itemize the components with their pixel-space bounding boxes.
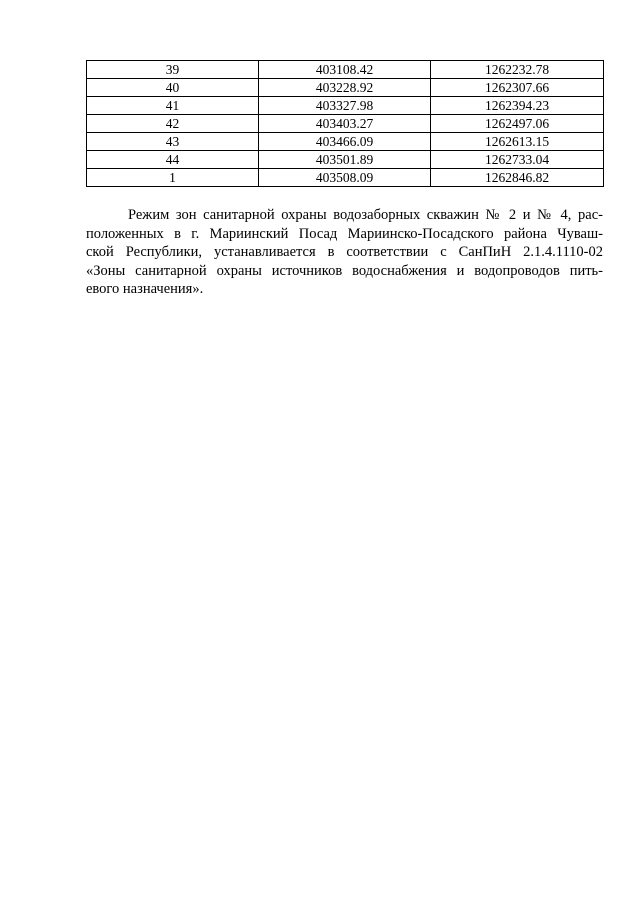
- table-row: [87, 115, 604, 133]
- point-number-cell: 43: [87, 133, 259, 151]
- y-coordinate-cell: 1262733.04: [431, 151, 604, 169]
- paragraph-line: положенных в г. Мариинский Посад Мариинско-Посадского района Чуваш-: [86, 225, 603, 242]
- table-row: [87, 169, 604, 187]
- paragraph-line: «Зоны санитарной охраны источников водоснабжения и водопроводов пить-: [86, 262, 603, 279]
- y-coordinate-cell: 1262307.66: [431, 79, 604, 97]
- x-coordinate-cell: 403403.27: [259, 115, 431, 133]
- paragraph-line: евого назначения».: [86, 281, 204, 297]
- point-number-cell: 40: [87, 79, 259, 97]
- x-coordinate-cell: 403108.42: [259, 61, 431, 79]
- y-coordinate-cell: 1262613.15: [431, 133, 604, 151]
- y-coordinate-cell: 1262232.78: [431, 61, 604, 79]
- body-paragraph: [86, 206, 603, 299]
- x-coordinate-cell: 403327.98: [259, 97, 431, 115]
- point-number-cell: 42: [87, 115, 259, 133]
- table-row: [87, 151, 604, 169]
- point-number-cell: 44: [87, 151, 259, 169]
- x-coordinate-cell: 403501.89: [259, 151, 431, 169]
- point-number-cell: 39: [87, 61, 259, 79]
- y-coordinate-cell: 1262846.82: [431, 169, 604, 187]
- paragraph-line: Режим зон санитарной охраны водозаборных скважин № 2 и № 4, рас-: [128, 207, 603, 223]
- paragraph-line: ской Республики, устанавливается в соответствии с СанПиН 2.1.4.1110-02: [86, 244, 603, 260]
- point-number-cell: 1: [87, 169, 259, 187]
- table-row: [87, 61, 604, 79]
- y-coordinate-cell: 1262497.06: [431, 115, 604, 133]
- table-row: [87, 97, 604, 115]
- coordinates-table: [86, 60, 604, 187]
- point-number-cell: 41: [87, 97, 259, 115]
- table-row: [87, 79, 604, 97]
- table-row: [87, 133, 604, 151]
- x-coordinate-cell: 403508.09: [259, 169, 431, 187]
- x-coordinate-cell: 403466.09: [259, 133, 431, 151]
- y-coordinate-cell: 1262394.23: [431, 97, 604, 115]
- x-coordinate-cell: 403228.92: [259, 79, 431, 97]
